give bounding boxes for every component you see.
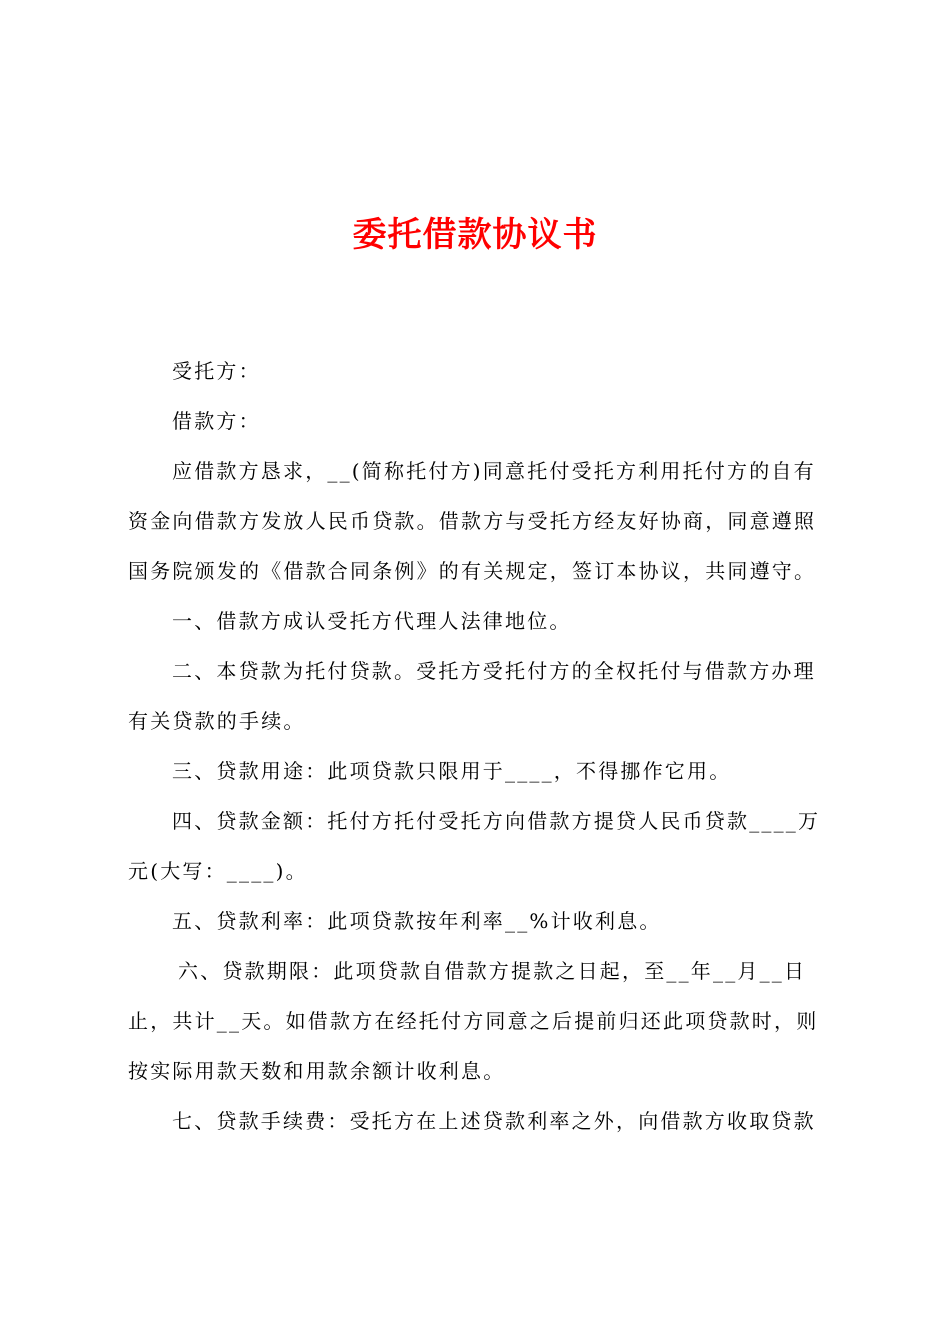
party-trustee-line: 受托方： — [172, 359, 261, 383]
preamble-line-3: 国务院颁发的《借款合同条例》的有关规定，签订本协议，共同遵守。 — [128, 559, 817, 583]
clause-6-line-3: 按实际用款天数和用款余额计收利息。 — [128, 1059, 506, 1083]
document-body — [128, 346, 832, 1146]
clause-2-line-1: 二、本贷款为托付贷款。受托方受托付方的全权托付与借款方办理 — [172, 659, 816, 683]
clause-6-line-2: 止，共计__天。如借款方在经托付方同意之后提前归还此项贷款时，则 — [128, 1009, 819, 1033]
clause-5-line-1: 五、贷款利率：此项贷款按年利率__%计收利息。 — [172, 909, 662, 933]
preamble-line-2: 资金向借款方发放人民币贷款。借款方与受托方经友好协商，同意遵照 — [128, 509, 817, 533]
clause-7-line-1: 七、贷款手续费：受托方在上述贷款利率之外，向借款方收取贷款 — [172, 1109, 816, 1133]
document-title: 委托借款协议书 — [352, 215, 598, 255]
preamble-line-1: 应借款方恳求，__(简称托付方)同意托付受托方利用托付方的自有 — [172, 459, 816, 483]
clause-6-line-1: 六、贷款期限：此项贷款自借款方提款之日起，至__年__月__日 — [178, 959, 807, 983]
clause-3-line-1: 三、贷款用途：此项贷款只限用于____，不得挪作它用。 — [172, 759, 732, 783]
clause-1-line-1: 一、借款方成认受托方代理人法律地位。 — [172, 609, 572, 633]
clause-2-line-2: 有关贷款的手续。 — [128, 709, 306, 733]
clause-4-line-2: 元(大写：____)。 — [128, 859, 308, 883]
party-borrower-line: 借款方： — [172, 409, 261, 433]
clause-4-line-1: 四、贷款金额：托付方托付受托方向借款方提贷人民币贷款____万 — [172, 809, 821, 833]
